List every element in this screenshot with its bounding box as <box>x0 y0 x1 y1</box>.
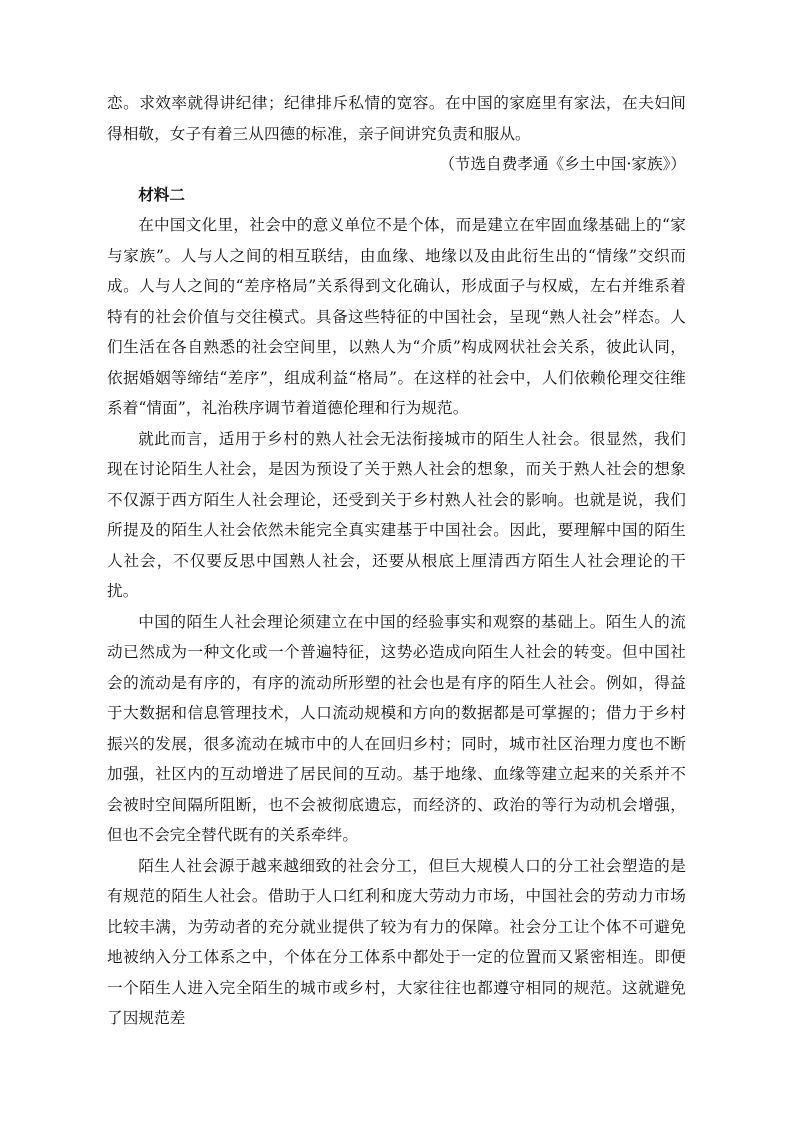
body-paragraph: 中国的陌生人社会理论须建立在中国的经验事实和观察的基础上。陌生人的流动已然成为一种文化或一个普遍特征，这势必造成向陌生人社会的转变。但中国社会的流动是有序的，有序的流动所形塑的社会也是有序的陌生人社会。例如，得益于大数据和信息管理技术，人口流动规模和方向的数据都是可掌握的；借力于乡村振兴的发展，很多流动在城市中的人在回归乡村；同时，城市社区治理力度也不断加强，社区内的互动增进了居民间的互动。基于地缘、血缘等建立起来的关系并不会被时空间隔所阻断，也不会被彻底遗忘，而经济的、政治的等行为动机会增强，但也不会完全替代既有的关系牵绊。 <box>107 612 686 844</box>
section-heading: 材料二 <box>138 185 185 204</box>
body-paragraph: 就此而言，适用于乡村的熟人社会无法衔接城市的陌生人社会。很显然，我们现在讨论陌生人社会，是因为预设了关于熟人社会的想象，而关于熟人社会的想象不仅源于西方陌生人社会理论，还受到关于乡村熟人社会的影响。也就是说，我们所提及的陌生人社会依然未能完全真实建基于中国社会。因此，要理解中国的陌生人社会，不仅要反思中国熟人社会，还要从根底上厘清西方陌生人社会理论的干扰。 <box>107 429 686 600</box>
continuation-paragraph: 恋。求效率就得讲纪律；纪律排斥私情的宽容。在中国的家庭里有家法，在夫妇间得相敬，女子有着三从四德的标准，亲子间讲究负责和服从。 <box>107 94 686 143</box>
body-paragraph: 陌生人社会源于越来越细致的社会分工，但巨大规模人口的分工社会塑造的是有规范的陌生人社会。借助于人口红利和庞大劳动力市场，中国社会的劳动力市场比较丰满，为劳动者的充分就业提供了较为有力的保障。社会分工让个体不可避免地被纳入分工体系之中，个体在分工体系中都处于一定的位置而又紧密相连。即便一个陌生人进入完全陌生的城市或乡村，大家往往也都遵守相同的规范。这就避免了因规范差 <box>107 856 686 1027</box>
body-paragraph: 在中国文化里，社会中的意义单位不是个体，而是建立在牢固血缘基础上的“家与家族”。人与人之间的相互联结，由血缘、地缘以及由此衍生出的“情缘”交织而成。人与人之间的“差序格局”关系得到文化确认，形成面子与权威，左右并维系着特有的社会价值与交往模式。具备这些特征的中国社会，呈现“熟人社会”样态。人们生活在各自熟悉的社会空间里，以熟人为“介质”构成网状社会关系，彼此认同，依据婚姻等缔结“差序”，组成利益“格局”。在这样的社会中，人们依赖伦理交往维系着“情面”，礼治秩序调节着道德伦理和行为规范。 <box>107 216 686 417</box>
source-citation: （节选自费孝通《乡土中国·家族》） <box>439 155 686 173</box>
